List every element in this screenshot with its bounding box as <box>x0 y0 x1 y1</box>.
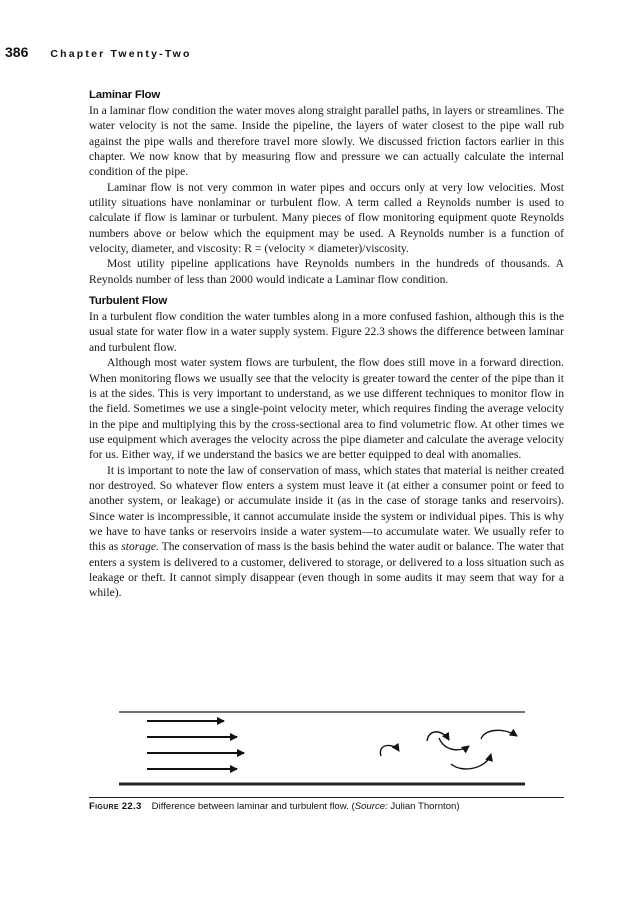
paragraph-text-start: It is important to note the law of conservation of mass, which states that material is neither created nor destroyed. So whatever flow enters a system must leave it (at either a consumer point or feed to another system, or leakage) or accumulate inside it (as in the case of storage tanks and reservoirs). Since water is incompressible, it cannot accumulate inside the system or individual pipes. This is why we have to have tanks or reservoirs inside a water system—to accumulate water. We usually refer to this as <box>89 463 564 554</box>
paragraph-text-end: The conservation of mass is the basis behind the water audit or balance. The water that enters a system is delivered to a customer, delivered to storage, or delivered to a loss situation such as leakage or theft. It cannot simply disappear (even though in some audits it may seem that way for a while). <box>89 540 564 600</box>
figure-label: Figure 22.3 <box>89 801 142 812</box>
flow-diagram <box>89 708 564 794</box>
turbulent-paragraph-2: Although most water system flows are turbulent, the flow does still move in a forward direction. When monitoring flows we usually see that the velocity is greater toward the center of the pipe than it is at the sides. This is very important to understand, as we use different techniques to monitor flow in the field. Sometimes we use a single-point velocity meter, which requires finding the average velocity in the pipe and multiplying this by the cross-sectional area to find volumetric flow. At other times we use equipment which averages the velocity across the pipe diameter and calculate the average velocity for us. Either way, if we understand the basics we are better equipped to deal with anomalies. <box>89 356 564 462</box>
page-number: 386 <box>5 44 29 60</box>
turbulent-flow-heading: Turbulent Flow <box>89 295 167 308</box>
body-text <box>89 88 564 601</box>
laminar-paragraph-2: Laminar flow is not very common in water pipes and occurs only at very low velocities. Most utility situations have nonlaminar or turbulent flow. A term called a Reynolds number is used to calculate if flow is laminar or turbulent. Many pieces of flow monitoring equipment quote Reynolds numbers above or below which the equipment may be used. A Reynolds number is a function of velocity, diameter, and viscosity: R = (velocity × diameter)/viscosity. <box>89 180 564 256</box>
turbulent-paragraph-3 <box>89 463 564 601</box>
laminar-paragraph-3: Most utility pipeline applications have Reynolds numbers in the hundreds of thousands. A Reynolds number of less than 2000 would indicate a Laminar flow condition. <box>89 257 564 286</box>
turbulent-eddy-5 <box>451 754 491 769</box>
storage-term: storage. <box>121 540 159 554</box>
caption-text: Difference between laminar and turbulent flow. ( <box>151 801 355 812</box>
figure-caption <box>89 801 564 812</box>
flow-figure <box>89 708 564 794</box>
turbulent-eddy-4 <box>481 730 517 739</box>
turbulent-paragraph-1: In a turbulent flow condition the water tumbles along in a more confused fashion, although this is the usual state for water flow in a water supply system. Figure 22.3 shows the difference between laminar and turbulent flow. <box>89 310 564 354</box>
turbulent-eddy-2 <box>427 732 449 741</box>
caption-source-label: Source: <box>354 801 388 812</box>
laminar-flow-heading: Laminar Flow <box>89 89 161 101</box>
laminar-paragraph-1: In a laminar flow condition the water moves along straight parallel paths, in layers or streamlines. The water velocity is not the same. Inside the pipeline, the layers of water closest to the pipe wall rub against the pipe walls and therefore travel more slowly. We discussed friction factors earlier in this chapter. We now know that by measuring flow and pressure we can actually calculate the internal condition of the pipe. <box>89 104 564 179</box>
caption-rule <box>89 797 564 798</box>
caption-source-name: Julian Thornton) <box>387 801 460 812</box>
turbulent-eddy-3 <box>439 738 469 750</box>
running-head <box>5 44 192 64</box>
turbulent-eddy-1 <box>380 745 399 756</box>
chapter-title: Chapter Twenty-Two <box>50 48 192 60</box>
